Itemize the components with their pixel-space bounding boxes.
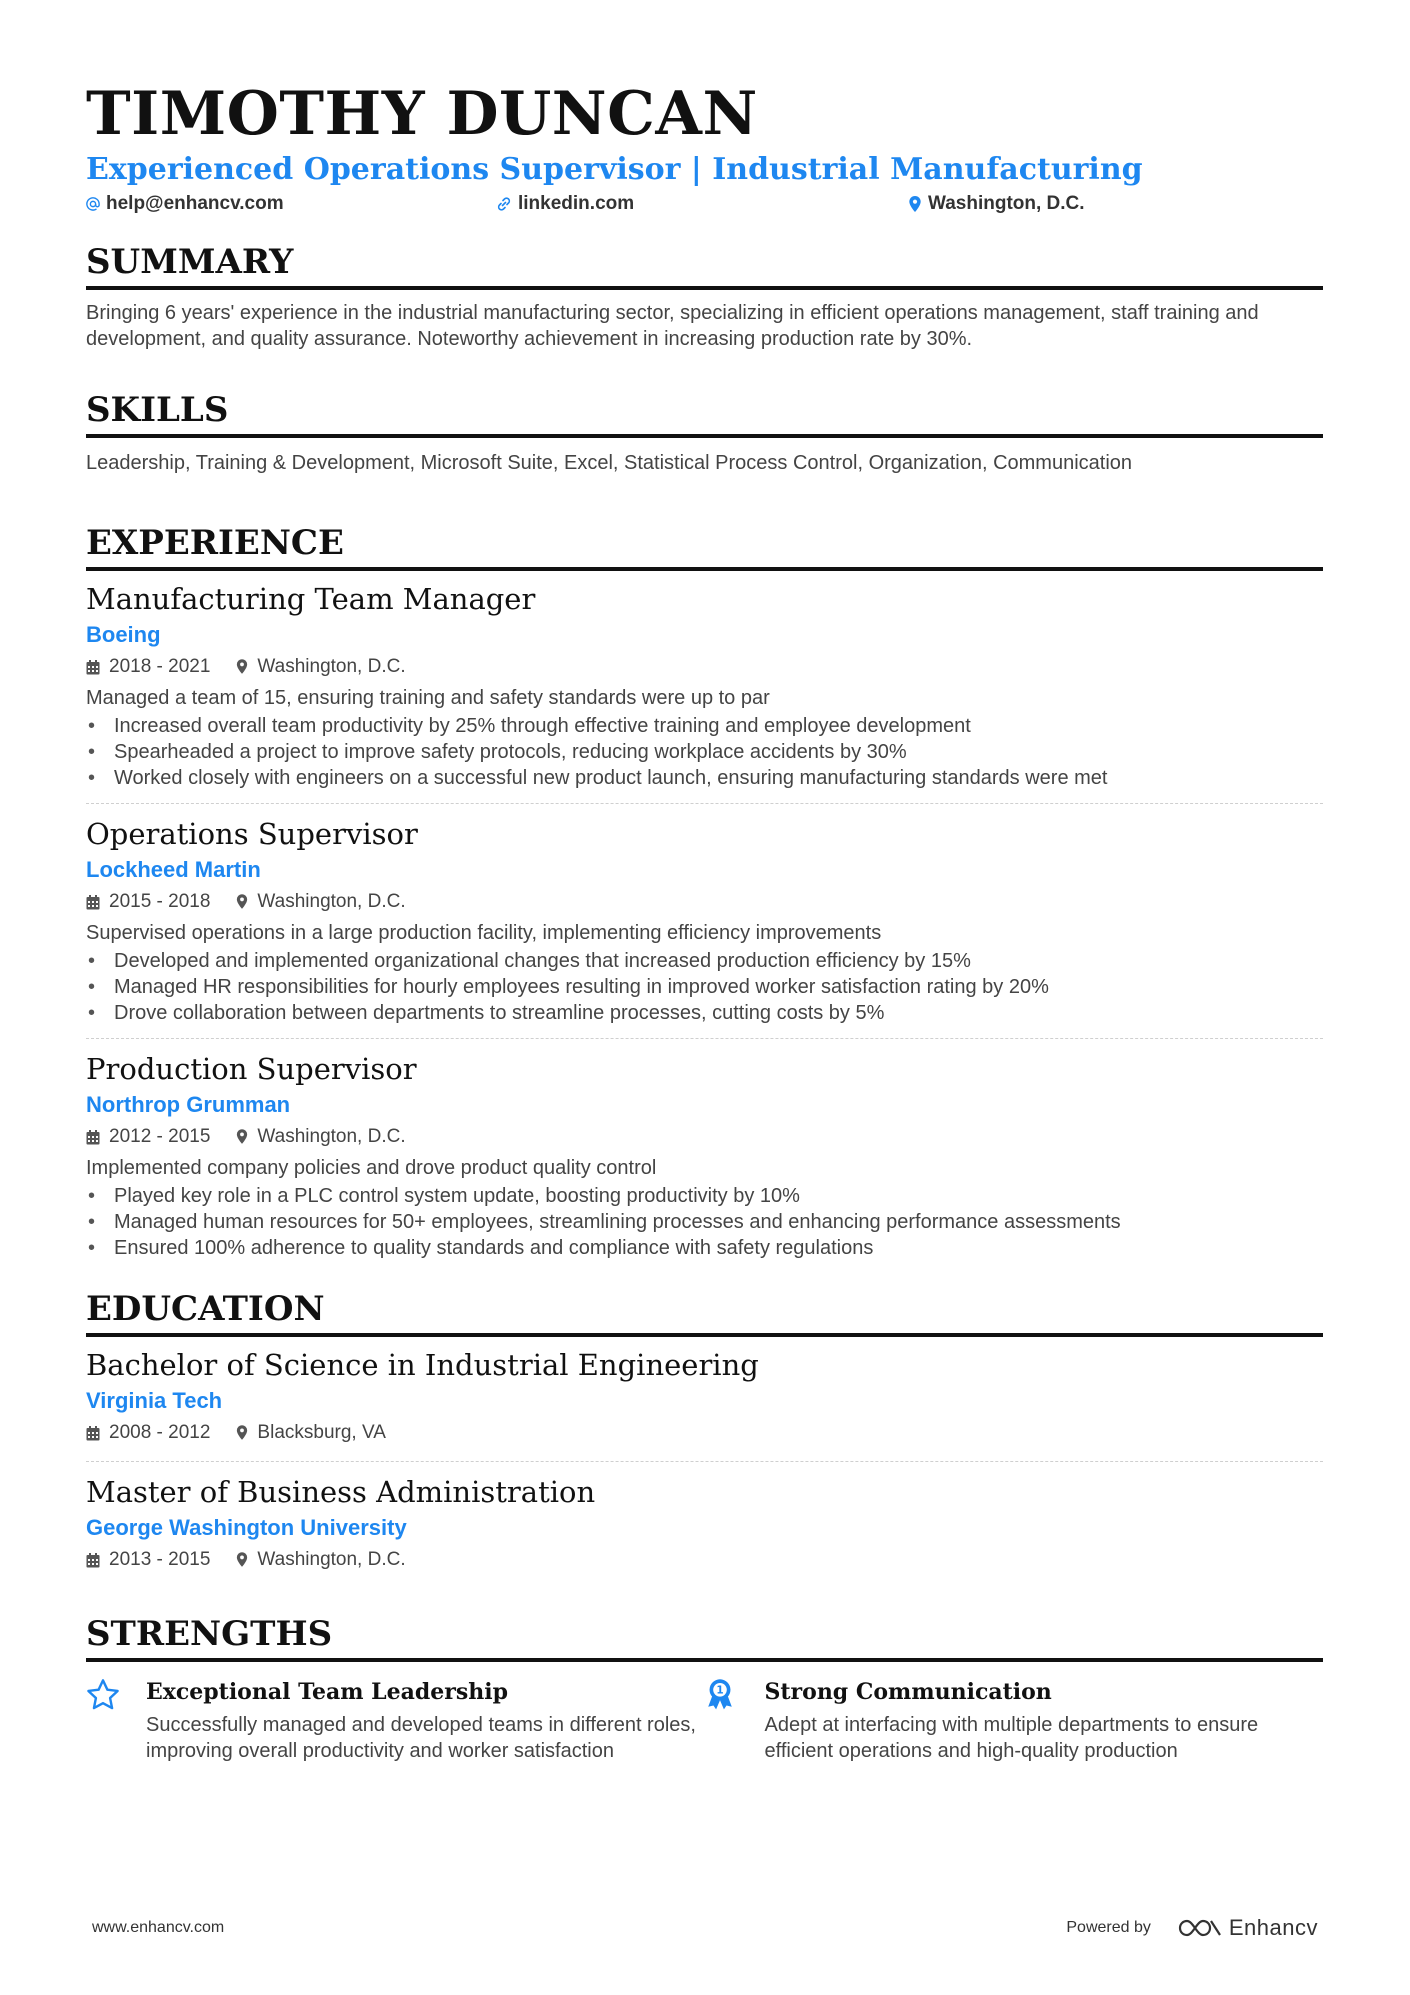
education-meta	[86, 1544, 1323, 1576]
strength-item	[705, 1676, 1324, 1764]
powered-by-label: Powered by	[1066, 1919, 1151, 1936]
job-location-text: Washington, D.C.	[257, 891, 406, 912]
job-dates-text: 2012 - 2015	[109, 1126, 211, 1147]
job-description: Managed a team of 15, ensuring training and safety standards were up to par	[86, 687, 770, 709]
education-entry	[86, 1345, 1323, 1462]
job-dates	[86, 891, 210, 913]
job-title: Manufacturing Team Manager	[86, 582, 536, 616]
page-footer	[92, 1915, 1318, 1941]
calendar-icon	[86, 660, 100, 675]
experience-title: EXPERIENCE	[86, 521, 1323, 571]
linkedin-text: linkedin.com	[518, 193, 635, 214]
education-dates-text: 2013 - 2015	[109, 1549, 211, 1570]
job-meta	[86, 1121, 1323, 1153]
award-ribbon-icon	[705, 1678, 735, 1712]
strength-title: Strong Communication	[764, 1679, 1052, 1705]
job-location	[236, 656, 405, 678]
strength-item	[86, 1676, 705, 1764]
contact-linkedin[interactable]	[496, 193, 908, 215]
bullet-item: • Worked closely with engineers on a successful new product launch, ensuring manufacturing standards were met	[86, 765, 1323, 791]
job-bullets	[86, 713, 1323, 791]
company-name: Lockheed Martin	[86, 857, 261, 882]
bullet-item: • Increased overall team productivity by 25% through effective training and employee development	[86, 713, 1323, 739]
at-icon	[86, 197, 100, 211]
bullet-item: • Managed human resources for 50+ employees, streamlining processes and enhancing performance assessments	[86, 1209, 1323, 1235]
job-bullets	[86, 1183, 1323, 1261]
enhancv-logo-icon	[1177, 1917, 1223, 1939]
job-meta	[86, 651, 1323, 683]
strengths-title: STRENGTHS	[86, 1612, 1323, 1662]
contact-email[interactable]	[86, 193, 496, 215]
strength-title: Exceptional Team Leadership	[146, 1679, 508, 1705]
education-location-text: Washington, D.C.	[257, 1549, 406, 1570]
experience-entry	[86, 1049, 1323, 1273]
job-dates-text: 2018 - 2021	[109, 656, 211, 677]
candidate-headline: Experienced Operations Supervisor | Industrial Manufacturing	[86, 152, 1143, 187]
education-dates	[86, 1549, 210, 1571]
calendar-icon	[86, 1130, 100, 1145]
education-section	[86, 1287, 1323, 1588]
svg-text:1: 1	[715, 1684, 724, 1697]
star-icon	[86, 1678, 120, 1711]
bullet-item: • Spearheaded a project to improve safety protocols, reducing workplace accidents by 30%	[86, 739, 1323, 765]
education-meta	[86, 1417, 1323, 1449]
bullet-item: • Managed HR responsibilities for hourly employees resulting in improved worker satisfaction rating by 20%	[86, 974, 1323, 1000]
job-title: Production Supervisor	[86, 1052, 417, 1086]
skills-title: SKILLS	[86, 388, 1323, 438]
experience-entry	[86, 814, 1323, 1039]
education-location-text: Blacksburg, VA	[257, 1422, 386, 1443]
location-text: Washington, D.C.	[928, 193, 1085, 214]
company-name: Northrop Grumman	[86, 1092, 291, 1117]
skills-section	[86, 388, 1323, 477]
calendar-icon	[86, 895, 100, 910]
degree-title: Master of Business Administration	[86, 1475, 596, 1509]
education-location	[236, 1422, 385, 1444]
job-dates-text: 2015 - 2018	[109, 891, 211, 912]
job-meta	[86, 886, 1323, 918]
bullet-item: • Ensured 100% adherence to quality standards and compliance with safety regulations	[86, 1235, 1323, 1261]
location-pin-icon	[236, 659, 248, 675]
skills-text: Leadership, Training & Development, Microsoft Suite, Excel, Statistical Process Control, Organization, Communication	[86, 452, 1133, 474]
email-text: help@enhancv.com	[106, 193, 284, 214]
contact-location	[908, 193, 1085, 215]
link-icon	[496, 196, 512, 212]
strength-description: Successfully managed and developed teams in different roles, improving overall productivity and worker satisfaction	[146, 1714, 696, 1762]
job-location-text: Washington, D.C.	[257, 1126, 406, 1147]
summary-section	[86, 240, 1323, 352]
school-name: Virginia Tech	[86, 1388, 223, 1413]
job-bullets	[86, 948, 1323, 1026]
experience-entry	[86, 579, 1323, 804]
school-name: George Washington University	[86, 1515, 407, 1540]
calendar-icon	[86, 1426, 100, 1441]
brand-name: Enhancv	[1228, 1915, 1318, 1940]
education-entry	[86, 1472, 1323, 1588]
education-title: EDUCATION	[86, 1287, 1323, 1337]
job-title: Operations Supervisor	[86, 817, 418, 851]
footer-website[interactable]: www.enhancv.com	[92, 1919, 225, 1936]
company-name: Boeing	[86, 622, 161, 647]
job-location-text: Washington, D.C.	[257, 656, 406, 677]
location-pin-icon	[236, 1425, 248, 1441]
powered-by	[1066, 1915, 1318, 1941]
education-location	[236, 1549, 405, 1571]
education-dates	[86, 1422, 210, 1444]
job-description: Implemented company policies and drove product quality control	[86, 1157, 657, 1179]
job-location	[236, 1126, 405, 1148]
summary-text: Bringing 6 years' experience in the industrial manufacturing sector, specializing in efficient operations management, staff training and development, and quality assurance. Noteworthy achievement in increasing production rate by 30%.	[86, 302, 1259, 350]
job-dates	[86, 1126, 210, 1148]
job-description: Supervised operations in a large production facility, implementing efficiency improvements	[86, 922, 882, 944]
strengths-list	[86, 1676, 1323, 1764]
education-dates-text: 2008 - 2012	[109, 1422, 211, 1443]
bullet-item: • Developed and implemented organizational changes that increased production efficiency by 15%	[86, 948, 1323, 974]
job-location	[236, 891, 405, 913]
resume-header	[86, 78, 1323, 218]
bullet-item: • Played key role in a PLC control system update, boosting productivity by 10%	[86, 1183, 1323, 1209]
calendar-icon	[86, 1553, 100, 1568]
job-dates	[86, 656, 210, 678]
degree-title: Bachelor of Science in Industrial Engineering	[86, 1348, 759, 1382]
location-pin-icon	[236, 894, 248, 910]
location-pin-icon	[908, 196, 922, 213]
location-pin-icon	[236, 1552, 248, 1568]
strengths-section	[86, 1612, 1323, 1764]
strength-description: Adept at interfacing with multiple departments to ensure efficient operations and high-quality production	[764, 1714, 1259, 1762]
contact-row	[86, 190, 1323, 218]
bullet-item: • Drove collaboration between departments to streamline processes, cutting costs by 5%	[86, 1000, 1323, 1026]
location-pin-icon	[236, 1129, 248, 1145]
summary-title: SUMMARY	[86, 240, 1323, 290]
candidate-name: TIMOTHY DUNCAN	[86, 79, 758, 149]
experience-section	[86, 521, 1323, 1273]
